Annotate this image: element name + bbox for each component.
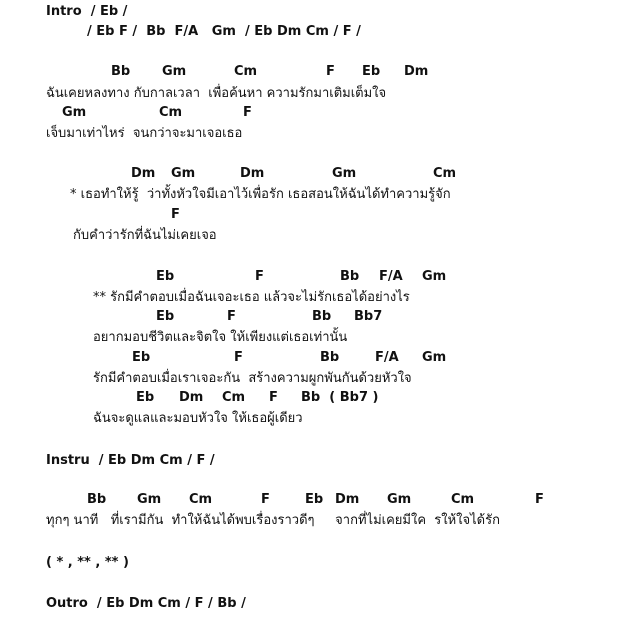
instru-label: Instru / Eb Dm Cm / F / [46, 453, 215, 468]
chord-label: Bb [87, 492, 107, 507]
chord-label: Cm [433, 166, 457, 181]
chorus2-lyric3: รักมีคำตอบเมื่อเราเจอะกัน สร้างความผูกพันกันด้วยหัวใจ [93, 371, 412, 386]
chord-label: F [234, 350, 243, 365]
chord-label: F [326, 64, 335, 79]
chord-label: F/A [379, 269, 403, 284]
chord-label: Cm [222, 390, 246, 405]
verse1-lyric2: เจ็บมาเท่าไหร่ จนกว่าจะมาเจอเธอ [46, 126, 243, 141]
chord-label: F [227, 309, 236, 324]
chord-label: Dm [404, 64, 429, 79]
chord-label: Bb [340, 269, 360, 284]
outro-label: Outro / Eb Dm Cm / F / Bb / [46, 596, 246, 611]
chord-label: Gm [162, 64, 187, 79]
chord-label: Eb [362, 64, 381, 79]
chord-label: Gm [171, 166, 196, 181]
chord-label: F [255, 269, 264, 284]
chord-label: Bb [312, 309, 332, 324]
chord-label: Bb ( Bb7 ) [301, 390, 379, 405]
chord-label: F/A [375, 350, 399, 365]
chord-label: Eb [156, 309, 175, 324]
chord-label: Dm [131, 166, 156, 181]
chord-label: Cm [451, 492, 475, 507]
chorus1-lyric1: * เธอทำให้รู้ ว่าทั้งหัวใจมีเอาไว้เพื่อรัก เธอสอนให้ฉันได้ทำความรู้จัก [70, 187, 451, 202]
chord-label: Dm [179, 390, 204, 405]
chord-label: Eb [136, 390, 155, 405]
chord-label: Bb [111, 64, 131, 79]
intro-label: Intro / Eb / [46, 4, 128, 19]
chord-label: Eb [305, 492, 324, 507]
chorus2-lyric2: อยากมอบชีวิตและจิตใจ ให้เพียงแต่เธอเท่านั้น [93, 330, 348, 345]
verse1-lyric1: ฉันเคยหลงทาง กับกาลเวลา เพื่อค้นหา ความรักมาเติมเต็มใจ [46, 86, 387, 101]
chorus2-lyric1: ** รักมีคำตอบเมื่อฉันเจอะเธอ แล้วจะไม่รักเธอได้อย่างไร [93, 290, 410, 305]
chorus2-lyric4: ฉันจะดูแลและมอบหัวใจ ให้เธอผู้เดียว [93, 411, 303, 426]
chord-label: Eb [132, 350, 151, 365]
chord-label: F [269, 390, 278, 405]
chord-label: F [243, 105, 252, 120]
chord-label: Bb7 [354, 309, 383, 324]
repeat-marker: ( * , ** , ** ) [46, 555, 129, 570]
chord-label: F [261, 492, 270, 507]
chord-label: Dm [335, 492, 360, 507]
chord-label: F [171, 207, 180, 222]
chord-label: Gm [62, 105, 87, 120]
chord-label: Bb [320, 350, 340, 365]
chord-label: F [535, 492, 544, 507]
chord-label: Gm [422, 350, 447, 365]
chord-label: Gm [137, 492, 162, 507]
intro-progression: / Eb F / Bb F/A Gm / Eb Dm Cm / F / [87, 24, 361, 39]
bridge-lyric1: ทุกๆ นาที ที่เรามีกัน ทำให้ฉันได้พบเรื่องราวดีๆ จากที่ไม่เคยมีใค รให้ใจได้รัก [46, 513, 500, 528]
chord-label: Eb [156, 269, 175, 284]
chord-label: Gm [422, 269, 447, 284]
chord-label: Gm [387, 492, 412, 507]
chord-label: Dm [240, 166, 265, 181]
chorus1-lyric2: กับคำว่ารักที่ฉันไม่เคยเจอ [73, 228, 217, 243]
chord-label: Cm [234, 64, 258, 79]
chord-label: Cm [189, 492, 213, 507]
chord-label: Cm [159, 105, 183, 120]
chord-label: Gm [332, 166, 357, 181]
